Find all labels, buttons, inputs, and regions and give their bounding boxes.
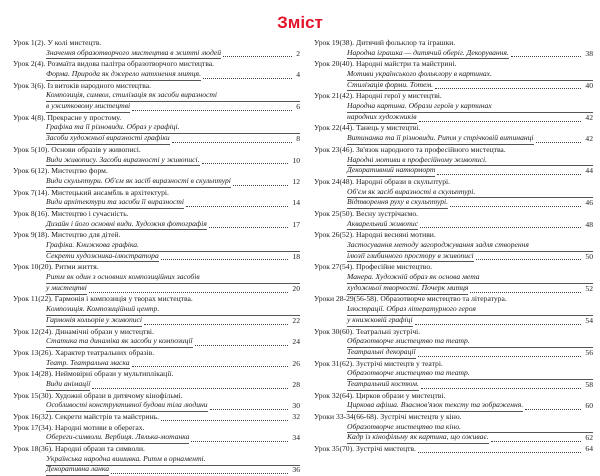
toc-subtopic-line: [314, 401, 593, 412]
subtopic-text: Композиція, символ, стилізація як засоби виразності: [46, 90, 300, 102]
dot-leader: [202, 163, 289, 164]
page-number: 12: [290, 177, 300, 188]
subtopic-text: Засоби художньої виразності графіки: [46, 133, 170, 145]
toc-subtopic-line: [314, 113, 593, 124]
dot-leader: [209, 227, 288, 228]
lesson-number: Уроки 33-34(66-68).: [314, 412, 380, 423]
page-number: 28: [290, 380, 300, 391]
lesson-number: Уроки 28-29(56-58).: [314, 294, 380, 305]
toc-subtopic-line: [13, 401, 300, 412]
toc-subtopic-line: [314, 433, 593, 444]
subtopic-text: Дизайн і його основні види. Художня фотографія: [46, 219, 207, 231]
subtopic-text: Особливості конструктивної будови тіла людини: [46, 400, 208, 412]
lesson-number: Урок 6(12).: [13, 166, 51, 177]
lesson-title: Зустрічі мистецтв у театрі.: [356, 359, 593, 370]
lesson-title: Характер театральних образів.: [55, 348, 300, 359]
lesson-title: Основи образів у живописі.: [51, 145, 300, 156]
dot-leader: [186, 206, 288, 207]
lesson-title: Танець у мистецтві.: [356, 123, 593, 134]
page-number: 17: [290, 220, 300, 231]
subtopic-text: Манера. Художній образ як основа мета: [347, 272, 593, 284]
dot-leader: [420, 227, 581, 228]
toc-subtopic-line: [314, 166, 593, 177]
dot-leader: [233, 185, 289, 186]
lesson-number: Урок 27(54).: [314, 262, 356, 273]
toc-subtopic-line: [13, 337, 300, 348]
subtopic-text: Театральний костюм.: [347, 379, 419, 391]
subtopic-text: Народна іграшка — дитячий оберіг. Декорування.: [347, 48, 509, 60]
dot-leader: [191, 441, 288, 442]
dot-leader: [421, 388, 582, 389]
page-number: 14: [290, 198, 300, 209]
subtopic-text: Графіка. Книжкова графіка.: [46, 240, 300, 252]
lesson-title: Народні мотиви в оберегах.: [55, 423, 300, 434]
lesson-number: Урок 7(14).: [13, 188, 51, 199]
subtopic-text: Кадр із кінофільму як картина, що оживає.: [347, 432, 489, 444]
subtopic-text: Циркова афіша. Взаємов'язок тексту та зображення.: [347, 400, 523, 412]
toc-subtopic-line: [13, 220, 300, 231]
dot-leader: [415, 324, 582, 325]
subtopic-text: ілюзії глибинного простору в живописі: [347, 251, 474, 263]
lesson-title: Ритми життя.: [55, 262, 300, 273]
lesson-title: Зв'язок народного та професійного мистецтва.: [356, 145, 593, 156]
subtopic-text: Образотворче мистецтво та кіно.: [347, 422, 593, 434]
toc-subtopic-line: [13, 134, 300, 145]
page-number: 32: [290, 412, 300, 423]
page-number: 62: [583, 433, 593, 444]
dot-leader: [450, 206, 581, 207]
lesson-title: Зустрічі мистецтв.: [356, 444, 416, 455]
toc-subtopic-line: [13, 359, 300, 370]
dot-leader: [195, 345, 289, 346]
page-number: 20: [290, 284, 300, 295]
lesson-number: Урок 4(8).: [13, 113, 47, 124]
lesson-number: Урок 3(6).: [13, 81, 47, 92]
lesson-title: Народні весняні мотиви.: [356, 230, 593, 241]
lesson-number: Урок 1(2).: [13, 38, 47, 49]
lesson-number: Урок 24(48).: [314, 177, 356, 188]
page-number: 2: [294, 49, 300, 60]
subtopic-text: у книжковій графіці: [347, 315, 413, 327]
toc-lesson-entry: [314, 444, 593, 455]
subtopic-text: Українська народна вишивка. Ритм в орнаменті.: [46, 454, 300, 466]
lesson-title: Мистецький ансамбль в архітектурі.: [51, 188, 300, 199]
toc-subtopic-line: [13, 316, 300, 327]
lesson-number: Урок 25(50).: [314, 209, 356, 220]
toc-subtopic-line: [314, 134, 593, 145]
subtopic-text: Обереги-символи. Вербиця. Лялька-мотанка: [46, 432, 189, 444]
toc-subtopic-line: [13, 156, 300, 167]
toc-subtopic-line: [314, 348, 593, 359]
subtopic-text: Театральні декорації: [347, 347, 416, 359]
dot-leader: [172, 142, 293, 143]
lesson-number: Урок 32(64).: [314, 391, 356, 402]
dot-leader: [161, 259, 289, 260]
lesson-title: Неймовірні образи у мультиплікації.: [55, 369, 300, 380]
dot-leader: [161, 420, 288, 421]
dot-leader: [132, 110, 292, 111]
toc-subtopic-line: [13, 177, 300, 188]
lesson-title: Розмаїта видова палітра образотворчого мистецтва.: [47, 59, 300, 70]
lesson-number: Урок 8(16).: [13, 209, 51, 220]
page-number: 64: [583, 444, 593, 455]
subtopic-text: Образотворче мистецтво та театр.: [347, 368, 593, 380]
lesson-number: Урок 9(18).: [13, 230, 51, 241]
lesson-title: Зустрічі мистецтв у кіно.: [380, 412, 593, 423]
page-number: 48: [583, 220, 593, 231]
lesson-title: Мистецтво форм.: [51, 166, 300, 177]
dot-leader: [210, 409, 289, 410]
lesson-title: Секрети майстрів та майстринь.: [55, 412, 159, 423]
toc-right-column: [314, 38, 593, 455]
lesson-title: У колі мистецтв.: [47, 38, 300, 49]
subtopic-text: Акварельний живопис: [347, 219, 418, 231]
lesson-number: Урок 21(42).: [314, 91, 356, 102]
subtopic-text: Образотворче мистецтво та театр.: [347, 336, 593, 348]
toc-subtopic-line: [314, 284, 593, 295]
subtopic-text: Види скульптури. Об'єм як засіб виразності в скульптурі: [46, 176, 231, 188]
lesson-title: Народні герої у мистецтві.: [356, 91, 593, 102]
page-number: 50: [583, 252, 593, 263]
dot-leader: [203, 78, 292, 79]
toc-lesson-entry: [13, 412, 300, 423]
page-number: 36: [290, 465, 300, 476]
subtopic-text: Мотиви українського фольклору в картинах.: [347, 69, 593, 81]
lesson-title: Художні образи в дитячому кінофільмі.: [55, 391, 300, 402]
subtopic-text: Стилізація форми. Тотем.: [347, 80, 433, 92]
dot-leader: [491, 441, 582, 442]
lesson-number: Урок 17(34).: [13, 423, 55, 434]
lesson-number: Урок 13(26).: [13, 348, 55, 359]
dot-leader: [470, 292, 581, 293]
toc-subtopic-line: [13, 252, 300, 263]
dot-leader: [418, 452, 581, 453]
subtopic-text: Народна картина. Образи героїв у картинах: [347, 101, 593, 113]
dot-leader: [435, 88, 581, 89]
dot-leader: [418, 356, 582, 357]
toc-subtopic-line: [314, 49, 593, 60]
subtopic-text: Значення образотворчого мистецтва в житті людей: [46, 48, 221, 60]
page-number: 42: [583, 113, 593, 124]
lesson-number: Урок 5(10).: [13, 145, 51, 156]
dot-leader: [89, 292, 289, 293]
page-number: 34: [290, 433, 300, 444]
toc-subtopic-line: [13, 49, 300, 60]
page-number: 4: [294, 70, 300, 81]
subtopic-text: Статика та динаміка як засоби у композиції: [46, 336, 193, 348]
page-number: 38: [583, 49, 593, 60]
subtopic-text: Декоративна ланка: [46, 464, 109, 476]
lesson-title: Театральні зустрічі.: [356, 327, 593, 338]
lesson-number: Урок 31(62).: [314, 359, 356, 370]
lesson-number: Урок 12(24).: [13, 327, 55, 338]
toc-subtopic-line: [314, 81, 593, 92]
lesson-number: Урок 22(44).: [314, 123, 356, 134]
lesson-title: Динамічні образи у мистецтві.: [55, 327, 300, 338]
page-number: 52: [583, 284, 593, 295]
subtopic-text: Народні мотиви в професійному живописі.: [347, 155, 593, 167]
page-number: 24: [290, 337, 300, 348]
toc-left-column: [13, 38, 300, 476]
page-number: 8: [294, 134, 300, 145]
page-number: 54: [583, 316, 593, 327]
lesson-title: Народні образи та символи.: [55, 444, 300, 455]
dot-leader: [144, 324, 288, 325]
subtopic-text: Види анімації: [46, 379, 90, 391]
lesson-title: Мистецтво і сучасність.: [51, 209, 300, 220]
lesson-number: Урок 35(70).: [314, 444, 356, 455]
dot-leader: [437, 174, 581, 175]
lesson-title: Гармонія і композиція у творах мистецтва.: [55, 294, 300, 305]
lesson-title: Народні образи в скульптурі.: [356, 177, 593, 188]
page-title: Зміст: [0, 13, 600, 33]
lesson-number: Урок 15(30).: [13, 391, 55, 402]
lesson-title: Народні майстри та майстрині.: [356, 59, 593, 70]
subtopic-text: Види архітектури та засоби її виразності: [46, 197, 184, 209]
page-number: 60: [583, 401, 593, 412]
lesson-title: Образотворче мистецтво та література.: [380, 294, 593, 305]
subtopic-text: Композиція. Композиційний центр.: [46, 304, 300, 316]
toc-subtopic-line: [314, 220, 593, 231]
subtopic-text: Види живопису. Засоби виразності у живописі.: [46, 155, 200, 167]
toc-subtopic-line: [13, 380, 300, 391]
dot-leader: [536, 142, 582, 143]
lesson-title: Професійне мистецтво.: [356, 262, 593, 273]
lesson-number: Урок 20(40).: [314, 59, 356, 70]
page-number: 40: [583, 81, 593, 92]
toc-subtopic-line: [314, 316, 593, 327]
dot-leader: [111, 473, 288, 474]
toc-subtopic-line: [13, 198, 300, 209]
lesson-number: Урок 23(46).: [314, 145, 356, 156]
page-number: 58: [583, 380, 593, 391]
subtopic-text: у мистецтві: [46, 283, 87, 295]
page-number: 56: [583, 348, 593, 359]
subtopic-text: Застосування методу загороджування задля створення: [347, 240, 593, 252]
toc-subtopic-line: [13, 102, 300, 113]
lesson-title: Весну зустрічаємо.: [356, 209, 593, 220]
dot-leader: [132, 366, 289, 367]
dot-leader: [223, 56, 292, 57]
dot-leader: [92, 388, 288, 389]
subtopic-text: Форма. Природа як джерело натхнення митця.: [46, 69, 201, 81]
lesson-number: Урок 2(4).: [13, 59, 47, 70]
lesson-title: Із витоків народного мистецтва.: [47, 81, 300, 92]
page-number: 10: [290, 156, 300, 167]
subtopic-text: Ілюстрації. Образ літературного героя: [347, 304, 593, 316]
dot-leader: [511, 56, 582, 57]
page-number: 18: [290, 252, 300, 263]
toc-subtopic-line: [314, 198, 593, 209]
lesson-title: Мистецтво для дітей.: [51, 230, 300, 241]
subtopic-text: Відтворення руху в скульптурі.: [347, 197, 448, 209]
subtopic-text: Витинанка та її різновиди. Ритм у стрічковій витинанці: [347, 133, 534, 145]
subtopic-text: Гармонія кольорів у живописі: [46, 315, 142, 327]
page-number: 44: [583, 166, 593, 177]
dot-leader: [525, 409, 581, 410]
subtopic-text: Ритм як один з основних композиційних засобів: [46, 272, 300, 284]
page-number: 26: [290, 359, 300, 370]
page-number: 6: [294, 102, 300, 113]
dot-leader: [419, 121, 582, 122]
subtopic-text: Графіка та її різновиди. Образ у графіці.: [46, 122, 300, 134]
toc-subtopic-line: [13, 70, 300, 81]
page-number: 22: [290, 316, 300, 327]
lesson-number: Урок 14(28).: [13, 369, 55, 380]
subtopic-text: художньої творчості. Почерк митця: [347, 283, 468, 295]
toc-subtopic-line: [13, 466, 300, 476]
toc-subtopic-line: [13, 284, 300, 295]
lesson-number: Урок 26(52).: [314, 230, 356, 241]
lesson-number: Урок 10(20).: [13, 262, 55, 273]
lesson-number: Урок 11(22).: [13, 294, 55, 305]
page-number: 30: [290, 401, 300, 412]
subtopic-text: Об'єм як засіб виразності в скульптурі.: [347, 187, 593, 199]
subtopic-text: Секрети художника-ілюстратора: [46, 251, 159, 263]
page-number: 46: [583, 198, 593, 209]
lesson-number: Урок 18(36).: [13, 444, 55, 455]
lesson-number: Урок 30(60).: [314, 327, 356, 338]
lesson-title: Прекрасне у простому.: [47, 113, 300, 124]
dot-leader: [476, 259, 582, 260]
lesson-number: Урок 16(32).: [13, 412, 55, 423]
toc-subtopic-line: [13, 433, 300, 444]
page-number: 42: [583, 134, 593, 145]
lesson-number: Урок 19(38).: [314, 38, 356, 49]
subtopic-text: Театр. Театральна маска: [46, 358, 130, 370]
lesson-title: Цирков образи у мистецтві.: [356, 391, 593, 402]
lesson-title: Дитячий фольклор та іграшки.: [356, 38, 593, 49]
subtopic-text: Декоративний натюрморт: [347, 165, 435, 177]
subtopic-text: в ужитковому мистецтві: [46, 101, 130, 113]
toc-subtopic-line: [314, 252, 593, 263]
toc-subtopic-line: [314, 380, 593, 391]
subtopic-text: народних художників: [347, 112, 417, 124]
